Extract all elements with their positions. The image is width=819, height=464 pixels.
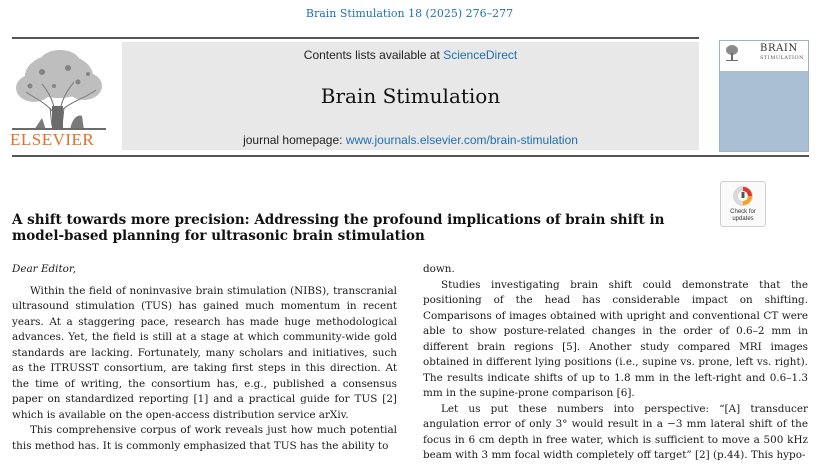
- journal-masthead: [122, 42, 699, 150]
- header-rule-bottom: [12, 155, 809, 157]
- cover-title: BRAIN: [760, 43, 798, 54]
- right-column: [423, 262, 808, 464]
- journal-title: Brain Stimulation: [320, 84, 501, 108]
- cover-subtitle: STIMULATION: [760, 55, 805, 61]
- paragraph-continuation: down.: [423, 263, 455, 275]
- check-for-updates-badge[interactable]: [720, 181, 766, 227]
- paragraph: Within the field of noninvasive brain stimulation (NIBS), transcranial ultrasound stimulation (TUS) has gained much momentum in recent years. At a staggering pace, research has made huge methodological advances. Yet, the field is still at a stage at which community-wide gold standards are lacking. Fortunately, many scholars and initiatives, such as the ITRUSST consortium, are taking first steps in this direction. At the time of writing, the consortium has, e.g., published a consensus paper on standardized reporting [1] and a practical guide for TUS [2] which is available on the open-access distribution service arXiv.: [12, 284, 397, 421]
- salutation: Dear Editor,: [12, 263, 77, 275]
- elsevier-wordmark[interactable]: ELSEVIER: [10, 130, 95, 149]
- paragraph: Let us put these numbers into perspective: “[A] transducer angulation error of only 3° would result in a −3 mm lateral shift of the focus in 6 cm depth in free water, which is sufficient to move a 500 kHz beam with 3 mm focal width completely off target” [2] (p.44). This hypo-: [423, 402, 808, 461]
- homepage-prefix: journal homepage:: [243, 133, 346, 147]
- left-column: [12, 262, 397, 454]
- cover-header: [720, 41, 808, 71]
- journal-citation[interactable]: Brain Stimulation 18 (2025) 276–277: [305, 7, 514, 20]
- journal-homepage-link[interactable]: www.journals.elsevier.com/brain-stimulation: [345, 133, 578, 147]
- paragraph: Studies investigating brain shift could demonstrate that the positioning of the head has considerable impact on shifting. Comparisons of images obtained with upright and conventional CT were able to show posture-related changes in the order of 0.6–2 mm in different brain regions [5]. Another study compared MRI images obtained in different lying positions (i.e., supine vs. prone, left vs. right). The results indicate shifts of up to 1.8 mm in the left-right and 0.6–1.3 mm in the supine-prone comparison [6].: [423, 278, 808, 399]
- check-updates-icon: [732, 185, 754, 207]
- homepage-line: [122, 133, 699, 147]
- check-updates-line1: Check for: [730, 209, 756, 215]
- journal-cover-thumbnail[interactable]: [719, 40, 809, 152]
- contents-prefix: Contents lists available at: [303, 48, 444, 62]
- paragraph: This comprehensive corpus of work reveals just how much potential this method has. It is commonly emphasized that TUS has the ability to: [12, 424, 397, 452]
- sciencedirect-link[interactable]: ScienceDirect: [443, 48, 518, 62]
- check-updates-label: [721, 209, 765, 223]
- check-updates-line2: updates: [732, 216, 754, 222]
- cover-tree-icon: [725, 44, 739, 62]
- header-rule: [12, 37, 699, 39]
- article-title: A shift towards more precision: Addressing the profound implications of brain shift in model-based planning for ultrasonic brain stimulation: [12, 212, 665, 244]
- contents-line: [122, 48, 699, 62]
